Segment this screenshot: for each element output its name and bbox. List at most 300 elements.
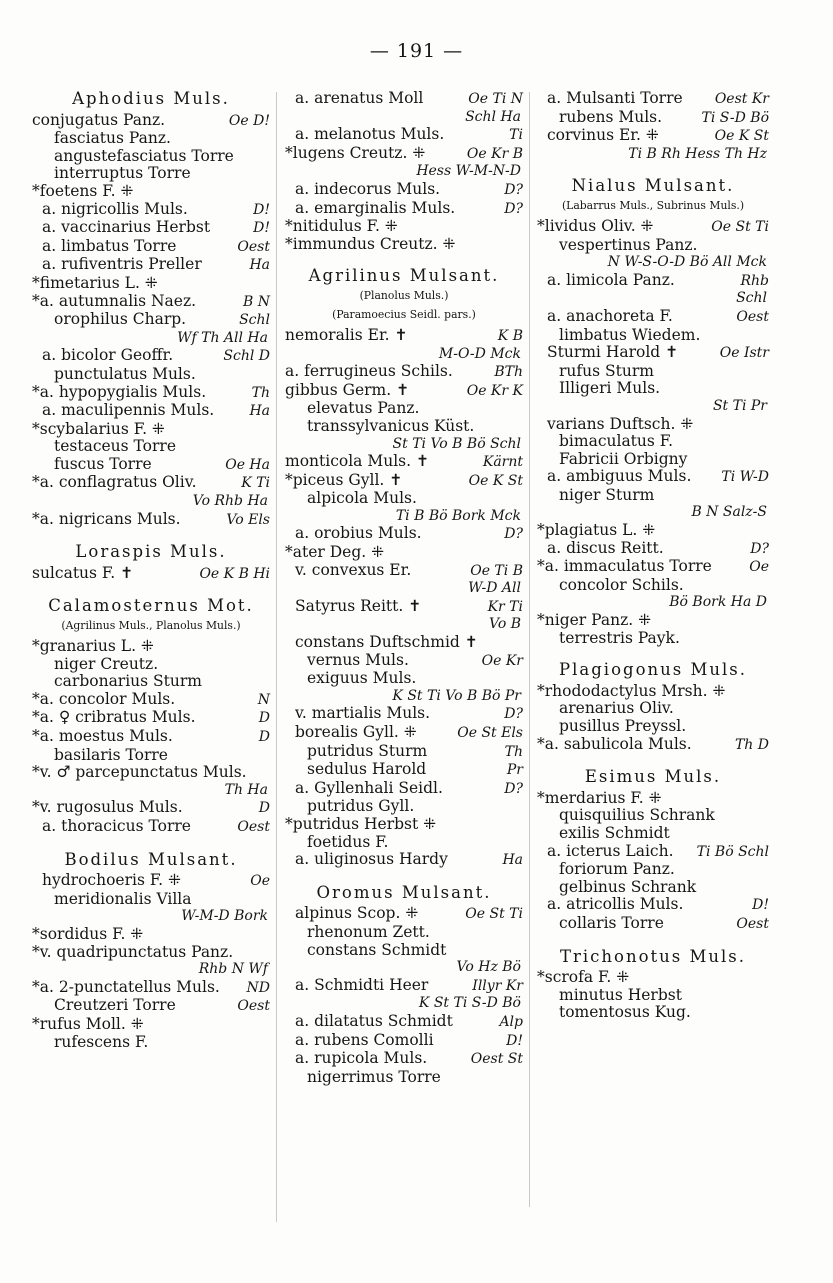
species-entry bbox=[285, 1050, 523, 1069]
species-entry bbox=[285, 218, 523, 236]
species-entry bbox=[32, 638, 270, 656]
species-entry bbox=[32, 565, 270, 584]
distribution-continuation: Ti B Rh Hess Th Hz bbox=[628, 145, 767, 162]
species-entry bbox=[32, 997, 270, 1016]
species-entry bbox=[285, 1069, 523, 1087]
species-entry bbox=[32, 130, 270, 148]
species-name: foetidus F. bbox=[307, 832, 389, 851]
species-name: a. arenatus Moll bbox=[295, 89, 424, 107]
species-name: orophilus Charp. bbox=[54, 310, 187, 329]
distribution-code: Rhb bbox=[740, 272, 769, 289]
species-name: arenarius Oliv. bbox=[559, 699, 674, 718]
species-name: a. rubens Comolli bbox=[295, 1030, 434, 1049]
species-entry bbox=[32, 764, 270, 782]
species-entry bbox=[285, 905, 523, 924]
distribution-code: Oest bbox=[237, 238, 270, 255]
species-name: a. ambiguus Muls. bbox=[547, 467, 692, 486]
distribution-code: Alp bbox=[499, 1013, 523, 1030]
species-entry bbox=[285, 562, 523, 581]
species-entry bbox=[32, 421, 270, 439]
species-name: a. emarginalis Muls. bbox=[295, 198, 456, 217]
species-entry bbox=[32, 402, 270, 421]
species-entry bbox=[32, 1034, 270, 1052]
distribution-continuation: Vo B bbox=[489, 616, 521, 633]
species-entry bbox=[537, 109, 769, 128]
species-name: *foetens F. ⁜ bbox=[32, 181, 134, 200]
species-name: v. martialis Muls. bbox=[295, 704, 431, 723]
species-name: foriorum Panz. bbox=[559, 860, 675, 879]
species-entry bbox=[32, 256, 270, 275]
distribution-code: D! bbox=[752, 897, 769, 914]
distribution-code: Oe Ti N bbox=[468, 91, 523, 107]
distribution-continuation: K St Ti Vo B Bö Pr bbox=[392, 687, 521, 704]
species-name: terrestris Payk. bbox=[559, 628, 680, 647]
synonym-note: (Agrilinus Muls., Planolus Muls.) bbox=[61, 619, 241, 633]
genus-heading: Loraspis Muls. bbox=[75, 542, 227, 562]
page-number: — 191 — bbox=[369, 40, 464, 62]
distribution-code: Illyr Kr bbox=[472, 977, 523, 994]
distribution-code: D bbox=[258, 729, 270, 745]
species-name: *a. moestus Muls. bbox=[32, 727, 173, 745]
species-name: limbatus Wiedem. bbox=[559, 325, 701, 344]
species-entry bbox=[32, 944, 270, 962]
species-name: conjugatus Panz. bbox=[32, 110, 166, 129]
species-entry bbox=[32, 891, 270, 909]
species-entry bbox=[32, 311, 270, 330]
species-name: collaris Torre bbox=[559, 913, 664, 932]
species-entry bbox=[537, 879, 769, 897]
synonym-note: (Planolus Muls.) bbox=[359, 288, 449, 302]
distribution-continuation: W-M-D Bork bbox=[181, 908, 268, 925]
distribution-continuation: Vo Rhb Ha bbox=[192, 493, 268, 510]
species-name: basilaris Torre bbox=[54, 745, 168, 764]
species-entry bbox=[32, 691, 270, 710]
distribution-code: D? bbox=[504, 181, 523, 198]
species-name: a. rupicola Muls. bbox=[295, 1049, 428, 1068]
species-name: niger Sturm bbox=[559, 485, 655, 504]
species-entry bbox=[285, 977, 523, 996]
distribution-code: Oe Ha bbox=[225, 456, 270, 473]
distribution-code: Oest St bbox=[470, 1051, 523, 1068]
species-name: *sordidus F. ⁜ bbox=[32, 924, 144, 943]
species-entry bbox=[285, 418, 523, 436]
species-entry bbox=[32, 709, 270, 728]
species-entry bbox=[32, 656, 270, 674]
species-entry bbox=[285, 924, 523, 942]
distribution-code: Oe bbox=[749, 559, 769, 576]
species-name: gibbus Germ. ✝ bbox=[285, 380, 410, 399]
species-entry bbox=[285, 634, 523, 652]
species-name: meridionalis Villa bbox=[54, 889, 192, 908]
species-name: Illigeri Muls. bbox=[559, 379, 661, 398]
distribution-continuation: Bö Bork Ha D bbox=[669, 594, 767, 611]
species-entry bbox=[32, 728, 270, 747]
species-name: a. thoracicus Torre bbox=[42, 816, 191, 835]
species-entry bbox=[285, 126, 523, 145]
species-name: a. atricollis Muls. bbox=[547, 895, 684, 914]
distribution-code: Ha bbox=[249, 403, 270, 420]
distribution-code: D? bbox=[504, 200, 523, 217]
species-entry bbox=[32, 438, 270, 456]
distribution-code: D? bbox=[504, 780, 523, 797]
species-entry bbox=[285, 544, 523, 562]
species-name: putridus Sturm bbox=[307, 741, 428, 760]
species-name: Fabricii Orbigny bbox=[559, 449, 688, 468]
species-name: *a. 2-punctatellus Muls. bbox=[32, 977, 220, 996]
distribution-code: Ti S-D Bö bbox=[701, 109, 769, 126]
species-entry bbox=[537, 987, 769, 1005]
species-name: *scybalarius F. ⁜ bbox=[32, 419, 165, 438]
species-name: a. vaccinarius Herbst bbox=[42, 218, 211, 237]
species-entry bbox=[32, 165, 270, 183]
distribution-code: K Ti bbox=[241, 475, 270, 492]
species-entry bbox=[32, 474, 270, 493]
species-name: vespertinus Panz. bbox=[559, 235, 698, 254]
species-name: *a. conflagratus Oliv. bbox=[32, 473, 197, 492]
species-name: alpicola Muls. bbox=[307, 489, 417, 508]
species-name: *nitidulus F. ⁜ bbox=[285, 217, 398, 236]
genus-heading: Esimus Muls. bbox=[584, 767, 722, 787]
species-name: a. ferrugineus Schils. bbox=[285, 362, 453, 381]
species-entry bbox=[537, 700, 769, 718]
genus-heading: Bodilus Mulsant. bbox=[64, 849, 238, 869]
species-name: carbonarius Sturm bbox=[54, 672, 202, 691]
species-name: nigerrimus Torre bbox=[307, 1067, 441, 1086]
distribution-code: Kärnt bbox=[482, 454, 523, 471]
distribution-code: Oe K B Hi bbox=[199, 565, 270, 582]
species-name: *a. hypopygialis Muls. bbox=[32, 382, 207, 401]
species-entry bbox=[32, 238, 270, 257]
distribution-code: B N bbox=[243, 293, 270, 310]
species-entry bbox=[537, 1004, 769, 1022]
species-entry bbox=[32, 872, 270, 891]
column-divider bbox=[276, 92, 277, 1222]
species-entry bbox=[537, 363, 769, 381]
species-name: *rhododactylus Mrsh. ⁜ bbox=[537, 681, 726, 700]
species-entry bbox=[285, 490, 523, 508]
distribution-continuation: B N Salz-S bbox=[691, 504, 767, 521]
species-entry bbox=[537, 736, 769, 755]
species-name: a. uliginosus Hardy bbox=[295, 850, 448, 869]
distribution-code: Oe Kr K bbox=[466, 382, 523, 399]
species-name: sulcatus F. ✝ bbox=[32, 563, 134, 582]
species-entry bbox=[537, 90, 769, 109]
species-entry bbox=[285, 145, 523, 164]
species-name: *lividus Oliv. ⁜ bbox=[537, 216, 654, 235]
genus-heading: Plagiogonus Muls. bbox=[559, 660, 747, 680]
species-entry bbox=[537, 915, 769, 934]
species-entry bbox=[285, 1032, 523, 1051]
species-entry bbox=[537, 612, 769, 630]
species-name: a. orobius Muls. bbox=[295, 524, 422, 543]
distribution-code: ND bbox=[246, 979, 270, 996]
species-entry bbox=[537, 218, 769, 237]
species-entry bbox=[285, 798, 523, 816]
species-entry bbox=[32, 148, 270, 166]
species-name: fasciatus Panz. bbox=[54, 129, 171, 148]
species-entry bbox=[537, 807, 769, 825]
column-3 bbox=[537, 90, 769, 1022]
distribution-code: Oe Istr bbox=[719, 345, 769, 362]
species-entry bbox=[537, 522, 769, 540]
distribution-code: Oe Kr bbox=[481, 652, 523, 669]
species-name: *a. immaculatus Torre bbox=[537, 557, 712, 576]
distribution-continuation: St Ti Vo B Bö Schl bbox=[392, 435, 521, 452]
species-entry bbox=[32, 366, 270, 384]
synonym-note: (Paramoecius Seidl. pars.) bbox=[332, 307, 476, 321]
species-name: a. melanotus Muls. bbox=[295, 125, 445, 144]
synonym-note: (Labarrus Muls., Subrinus Muls.) bbox=[561, 198, 745, 212]
species-entry bbox=[285, 942, 523, 960]
species-name: a. rufiventris Preller bbox=[42, 255, 202, 274]
species-name: rubens Muls. bbox=[559, 107, 663, 126]
distribution-code: D? bbox=[750, 540, 769, 557]
species-entry bbox=[537, 487, 769, 505]
species-name: testaceus Torre bbox=[54, 437, 177, 456]
species-name: *fimetarius L. ⁜ bbox=[32, 273, 158, 292]
species-name: quisquilius Schrank bbox=[559, 806, 715, 825]
distribution-continuation: Hess W-M-N-D bbox=[416, 163, 521, 180]
species-name: *a. sabulicola Muls. bbox=[537, 734, 692, 753]
distribution-continuation: Schl Ha bbox=[465, 108, 521, 125]
species-name: sedulus Harold bbox=[307, 760, 427, 779]
distribution-continuation: Vo Hz Bö bbox=[456, 959, 521, 976]
species-entry bbox=[285, 236, 523, 254]
species-entry bbox=[537, 327, 769, 345]
species-entry bbox=[537, 683, 769, 701]
species-entry bbox=[32, 747, 270, 765]
distribution-continuation: Schl bbox=[736, 290, 767, 307]
species-name: a. limbatus Torre bbox=[42, 236, 177, 255]
species-name: Sturmi Harold ✝ bbox=[547, 343, 679, 362]
species-entry bbox=[285, 743, 523, 762]
distribution-continuation: St Ti Pr bbox=[712, 397, 767, 414]
species-name: *merdarius F. ⁜ bbox=[537, 788, 662, 807]
species-entry bbox=[32, 112, 270, 131]
species-entry bbox=[537, 308, 769, 327]
species-entry bbox=[537, 825, 769, 843]
species-name: putridus Gyll. bbox=[307, 797, 415, 816]
distribution-code: D! bbox=[253, 220, 270, 237]
species-entry bbox=[537, 127, 769, 146]
species-entry bbox=[285, 670, 523, 688]
species-name: bimaculatus F. bbox=[559, 432, 674, 451]
species-entry bbox=[537, 843, 769, 862]
column-2 bbox=[285, 90, 523, 1086]
species-entry bbox=[285, 453, 523, 472]
species-entry bbox=[537, 577, 769, 595]
species-entry bbox=[32, 456, 270, 475]
species-name: rufus Sturm bbox=[559, 361, 654, 380]
species-name: rhenonum Zett. bbox=[307, 922, 430, 941]
species-entry bbox=[32, 293, 270, 312]
distribution-continuation: M-O-D Mck bbox=[438, 345, 521, 362]
species-entry bbox=[285, 382, 523, 401]
distribution-code: Kr Ti bbox=[487, 598, 523, 615]
species-entry bbox=[285, 472, 523, 491]
species-name: *a. ♀ cribratus Muls. bbox=[32, 708, 196, 727]
species-name: niger Creutz. bbox=[54, 654, 159, 673]
distribution-code: Pr bbox=[506, 762, 523, 779]
species-name: a. dilatatus Schmidt bbox=[295, 1011, 453, 1030]
distribution-code: Oe Kr B bbox=[466, 145, 523, 162]
distribution-code: Schl D bbox=[223, 348, 270, 365]
species-name: a. limicola Panz. bbox=[547, 270, 675, 289]
species-entry bbox=[537, 468, 769, 487]
distribution-code: Ti bbox=[509, 127, 523, 144]
species-entry bbox=[537, 380, 769, 398]
distribution-code: Oe K St bbox=[468, 472, 523, 489]
species-entry bbox=[285, 525, 523, 544]
genus-heading: Agrilinus Mulsant. bbox=[308, 266, 500, 286]
species-entry bbox=[537, 433, 769, 451]
species-entry bbox=[537, 344, 769, 363]
distribution-continuation: Th Ha bbox=[224, 781, 268, 798]
species-name: a. maculipennis Muls. bbox=[42, 401, 215, 420]
species-entry bbox=[537, 896, 769, 915]
species-name: rufescens F. bbox=[54, 1032, 149, 1051]
species-entry bbox=[32, 183, 270, 201]
species-name: *v. rugosulus Muls. bbox=[32, 798, 183, 817]
species-entry bbox=[537, 790, 769, 808]
species-entry bbox=[285, 761, 523, 780]
species-name: a. Mulsanti Torre bbox=[547, 89, 683, 107]
species-name: *niger Panz. ⁜ bbox=[537, 611, 652, 630]
species-name: Satyrus Reitt. ✝ bbox=[295, 596, 422, 615]
species-name: alpinus Scop. ⁜ bbox=[295, 904, 419, 923]
species-name: *plagiatus L. ⁜ bbox=[537, 521, 656, 540]
distribution-code: D! bbox=[506, 1032, 523, 1049]
species-name: angustefasciatus Torre bbox=[54, 146, 234, 165]
species-name: monticola Muls. ✝ bbox=[285, 452, 429, 471]
species-name: *rufus Moll. ⁜ bbox=[32, 1014, 144, 1033]
species-entry bbox=[285, 90, 523, 109]
species-name: transsylvanicus Küst. bbox=[307, 416, 475, 435]
species-entry bbox=[32, 347, 270, 366]
species-name: pusillus Preyssl. bbox=[559, 717, 687, 735]
distribution-code: Ti W-D bbox=[721, 469, 769, 486]
species-entry bbox=[537, 558, 769, 577]
distribution-code: Oe K St bbox=[714, 128, 769, 145]
species-entry bbox=[285, 724, 523, 743]
species-name: hydrochoeris F. ⁜ bbox=[42, 871, 182, 890]
species-entry bbox=[285, 705, 523, 724]
species-entry bbox=[285, 652, 523, 671]
distribution-code: Schl bbox=[239, 312, 270, 329]
species-name: *a. concolor Muls. bbox=[32, 689, 176, 708]
species-entry bbox=[32, 219, 270, 238]
distribution-code: D? bbox=[504, 706, 523, 723]
species-entry bbox=[32, 979, 270, 998]
species-name: minutus Herbst bbox=[559, 985, 682, 1004]
distribution-code: D! bbox=[253, 201, 270, 218]
species-entry bbox=[32, 275, 270, 293]
species-entry bbox=[32, 673, 270, 691]
species-name: vernus Muls. bbox=[307, 650, 409, 669]
species-entry bbox=[32, 818, 270, 837]
species-name: *scrofa F. ⁜ bbox=[537, 968, 630, 987]
distribution-code: N bbox=[257, 691, 270, 708]
species-entry bbox=[285, 200, 523, 219]
genus-heading: Nialus Mulsant. bbox=[571, 176, 735, 196]
species-entry bbox=[285, 327, 523, 346]
species-name: v. convexus Er. bbox=[295, 560, 412, 579]
species-entry bbox=[537, 969, 769, 987]
distribution-continuation: Wf Th All Ha bbox=[177, 329, 268, 346]
distribution-code: Th bbox=[504, 743, 523, 760]
species-entry bbox=[537, 416, 769, 434]
species-entry bbox=[537, 237, 769, 255]
species-name: *putridus Herbst ⁜ bbox=[285, 814, 437, 833]
distribution-code: Oest Kr bbox=[714, 91, 769, 107]
species-name: corvinus Er. ⁜ bbox=[547, 126, 659, 145]
species-name: *immundus Creutz. ⁜ bbox=[285, 234, 456, 253]
species-name: a. discus Reitt. bbox=[547, 538, 664, 557]
distribution-code: BTh bbox=[494, 364, 523, 381]
species-name: elevatus Panz. bbox=[307, 399, 420, 418]
species-name: *v. quadripunctatus Panz. bbox=[32, 942, 234, 961]
distribution-code: Ha bbox=[249, 257, 270, 274]
distribution-code: Oest bbox=[736, 308, 769, 325]
species-name: fuscus Torre bbox=[54, 454, 152, 473]
genus-heading: Aphodius Muls. bbox=[72, 89, 230, 108]
species-entry bbox=[285, 816, 523, 834]
species-entry bbox=[285, 780, 523, 799]
distribution-continuation: K St Ti S-D Bö bbox=[418, 995, 521, 1012]
species-entry bbox=[32, 1016, 270, 1034]
species-entry bbox=[537, 272, 769, 291]
distribution-continuation: W-D All bbox=[468, 580, 521, 597]
species-name: a. Schmidti Heer bbox=[295, 975, 429, 994]
distribution-code: Vo Els bbox=[226, 511, 270, 528]
species-name: a. Gyllenhali Seidl. bbox=[295, 778, 443, 797]
distribution-code: D bbox=[258, 710, 270, 727]
species-name: *piceus Gyll. ✝ bbox=[285, 470, 403, 489]
species-name: nemoralis Er. ✝ bbox=[285, 325, 408, 344]
species-entry bbox=[537, 718, 769, 736]
distribution-continuation: Ti B Bö Bork Mck bbox=[395, 507, 521, 524]
species-entry bbox=[32, 799, 270, 818]
distribution-code: Oest bbox=[237, 998, 270, 1015]
distribution-code: Th bbox=[251, 384, 270, 401]
species-name: *a. nigricans Muls. bbox=[32, 509, 181, 528]
species-name: interruptus Torre bbox=[54, 164, 191, 183]
species-entry bbox=[285, 598, 523, 617]
species-name: tomentosus Kug. bbox=[559, 1003, 691, 1022]
distribution-code: Oe bbox=[250, 873, 270, 890]
species-name: *a. autumnalis Naez. bbox=[32, 291, 197, 310]
distribution-code: Oest bbox=[736, 915, 769, 932]
species-entry bbox=[285, 400, 523, 418]
distribution-code: Oe St Ti bbox=[465, 906, 523, 923]
species-entry bbox=[537, 451, 769, 469]
species-name: concolor Schils. bbox=[559, 575, 684, 594]
species-name: constans Duftschmid ✝ bbox=[295, 633, 478, 652]
distribution-code: Ha bbox=[502, 852, 523, 869]
species-name: Creutzeri Torre bbox=[54, 996, 176, 1015]
species-entry bbox=[537, 540, 769, 559]
genus-heading: Oromus Mulsant. bbox=[316, 882, 492, 902]
species-entry bbox=[32, 201, 270, 220]
distribution-code: Oe St Ti bbox=[711, 218, 769, 235]
species-name: exilis Schmidt bbox=[559, 823, 670, 842]
species-name: varians Duftsch. ⁜ bbox=[547, 414, 694, 433]
distribution-code: K B bbox=[497, 327, 523, 344]
distribution-code: D? bbox=[504, 526, 523, 543]
species-name: a. nigricollis Muls. bbox=[42, 199, 188, 218]
species-name: *lugens Creutz. ⁜ bbox=[285, 143, 426, 162]
species-entry bbox=[285, 1013, 523, 1032]
